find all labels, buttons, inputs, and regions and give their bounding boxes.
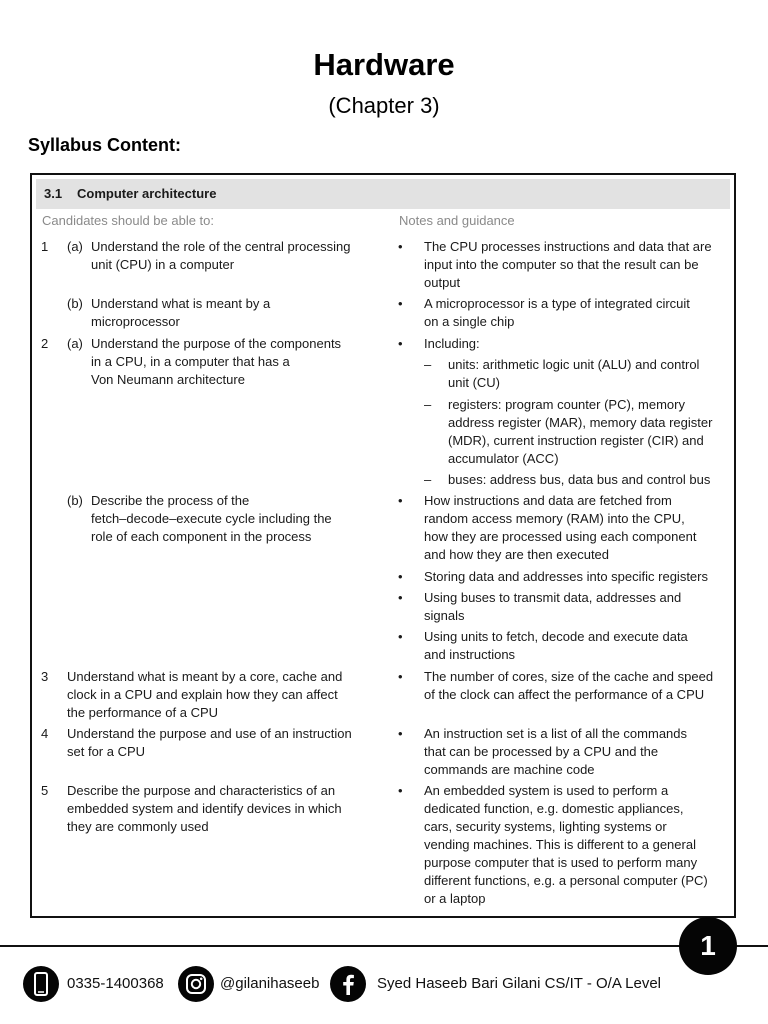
bullet: • bbox=[398, 669, 403, 684]
text-line: (MDR), current instruction register (CIR) and bbox=[448, 433, 704, 448]
text-line: Understand the role of the central processing bbox=[91, 239, 351, 254]
text-line: how they are processed using each component bbox=[424, 529, 697, 544]
guidance-text bbox=[448, 471, 730, 489]
item-part: (b) bbox=[67, 493, 83, 508]
text-line: Using buses to transmit data, addresses and bbox=[424, 590, 682, 605]
guidance-text bbox=[424, 668, 730, 704]
text-line: A microprocessor is a type of integrated circuit bbox=[424, 296, 690, 311]
text-line: embedded system and identify devices in which bbox=[67, 801, 342, 816]
text-line: that can be processed by a CPU and the bbox=[424, 744, 659, 759]
objective-1a bbox=[41, 238, 381, 278]
text-line: units: arithmetic logic unit (ALU) and control bbox=[448, 357, 700, 372]
guidance-sub-registers bbox=[424, 396, 730, 472]
text-line: buses: address bus, data bus and control bus bbox=[448, 472, 711, 487]
text-line: role of each component in the process bbox=[91, 529, 312, 544]
text-line: Von Neumann architecture bbox=[91, 372, 245, 387]
guidance-9 bbox=[398, 725, 728, 783]
footer-phone: 0335-1400368 bbox=[67, 975, 164, 992]
guidance-6 bbox=[398, 589, 728, 629]
bullet: • bbox=[398, 629, 403, 644]
guidance-sub-buses bbox=[424, 471, 730, 491]
guidance-1 bbox=[398, 238, 728, 296]
bullet: • bbox=[398, 783, 403, 798]
section-number: 3.1 bbox=[44, 186, 63, 201]
guidance-text bbox=[424, 238, 730, 292]
item-number: 4 bbox=[41, 726, 49, 741]
text-line: input into the computer so that the result can be bbox=[424, 257, 699, 272]
guidance-text bbox=[448, 356, 730, 392]
facebook-icon bbox=[330, 966, 366, 1002]
item-number: 3 bbox=[41, 669, 49, 684]
bullet: • bbox=[398, 569, 403, 584]
guidance-4 bbox=[398, 492, 728, 568]
dash: – bbox=[424, 357, 432, 372]
text-line: in a CPU, in a computer that has a bbox=[91, 354, 290, 369]
guidance-text bbox=[424, 628, 730, 664]
footer-author: Syed Haseeb Bari Gilani CS/IT - O/A Level bbox=[377, 975, 662, 992]
guidance-text bbox=[424, 589, 730, 625]
phone-icon bbox=[23, 966, 59, 1002]
bullet: • bbox=[398, 336, 403, 351]
text-line: registers: program counter (PC), memory bbox=[448, 397, 685, 412]
guidance-2 bbox=[398, 295, 728, 335]
guidance-text bbox=[424, 492, 730, 564]
text-line: clock in a CPU and explain how they can affect bbox=[67, 687, 338, 702]
guidance-8 bbox=[398, 668, 728, 708]
footer-instagram: @gilanihaseeb bbox=[220, 975, 320, 992]
text-line: unit (CU) bbox=[448, 375, 501, 390]
guidance-10 bbox=[398, 782, 728, 912]
guidance-text bbox=[424, 782, 730, 908]
text-line: address register (MAR), memory data register bbox=[448, 415, 713, 430]
text-line: Including: bbox=[424, 336, 480, 351]
objective-text bbox=[91, 335, 341, 389]
objective-text bbox=[67, 725, 352, 761]
text-line: An embedded system is used to perform a bbox=[424, 783, 669, 798]
syllabus-heading: Syllabus Content: bbox=[28, 135, 182, 155]
bullet: • bbox=[398, 726, 403, 741]
page-number: 1 bbox=[679, 917, 737, 975]
text-line: of the clock can affect the performance of a CPU bbox=[424, 687, 705, 702]
text-line: The CPU processes instructions and data that are bbox=[424, 239, 712, 254]
text-line: commands are machine code bbox=[424, 762, 595, 777]
text-line: How instructions and data are fetched from bbox=[424, 493, 672, 508]
item-number: 2 bbox=[41, 336, 49, 351]
objective-text bbox=[67, 782, 342, 836]
section-header bbox=[36, 179, 730, 209]
dash: – bbox=[424, 472, 432, 487]
text-line: cars, security systems, lighting systems or bbox=[424, 819, 667, 834]
bullet: • bbox=[398, 296, 403, 311]
guidance-sub-units bbox=[424, 356, 730, 396]
text-line: the performance of a CPU bbox=[67, 705, 219, 720]
dash: – bbox=[424, 397, 432, 412]
footer-divider bbox=[0, 945, 768, 947]
guidance-3 bbox=[398, 335, 728, 355]
text-line: Describe the purpose and characteristics of an bbox=[67, 783, 336, 798]
text-line: output bbox=[424, 275, 461, 290]
objective-3 bbox=[41, 668, 381, 726]
objective-text bbox=[91, 492, 332, 546]
text-line: Understand what is meant by a core, cache and bbox=[67, 669, 343, 684]
text-line: signals bbox=[424, 608, 465, 623]
text-line: vending machines. This is different to a general bbox=[424, 837, 696, 852]
objective-1b bbox=[41, 295, 381, 335]
objective-2a bbox=[41, 335, 381, 393]
item-part: (a) bbox=[67, 336, 83, 351]
objective-text bbox=[91, 238, 350, 274]
text-line: different functions, e.g. a personal computer (PC) bbox=[424, 873, 708, 888]
text-line: and how they are then executed bbox=[424, 547, 610, 562]
instagram-icon bbox=[178, 966, 214, 1002]
bullet: • bbox=[398, 239, 403, 254]
text-line: Understand what is meant by a bbox=[91, 296, 271, 311]
text-line: microprocessor bbox=[91, 314, 180, 329]
guidance-text bbox=[424, 568, 730, 586]
text-line: Storing data and addresses into specific registers bbox=[424, 569, 708, 584]
objective-5 bbox=[41, 782, 381, 840]
text-line: An instruction set is a list of all the commands bbox=[424, 726, 688, 741]
text-line: fetch–decode–execute cycle including the bbox=[91, 511, 332, 526]
item-number: 1 bbox=[41, 239, 49, 254]
item-number: 5 bbox=[41, 783, 49, 798]
text-line: accumulator (ACC) bbox=[448, 451, 559, 466]
guidance-text bbox=[424, 295, 730, 331]
page-subtitle: (Chapter 3) bbox=[328, 93, 440, 118]
page-title: Hardware bbox=[313, 47, 455, 82]
guidance-text bbox=[448, 396, 730, 468]
text-line: Understand the purpose of the components bbox=[91, 336, 342, 351]
guidance-7 bbox=[398, 628, 728, 668]
section-name: Computer architecture bbox=[77, 186, 217, 201]
item-part: (a) bbox=[67, 239, 83, 254]
objective-4 bbox=[41, 725, 381, 765]
objective-2b bbox=[41, 492, 381, 550]
bullet: • bbox=[398, 493, 403, 508]
text-line: purpose computer that is used to perform many bbox=[424, 855, 698, 870]
item-part: (b) bbox=[67, 296, 83, 311]
text-line: they are commonly used bbox=[67, 819, 209, 834]
text-line: Using units to fetch, decode and execute data bbox=[424, 629, 688, 644]
guidance-text bbox=[424, 725, 730, 779]
text-line: The number of cores, size of the cache and speed bbox=[424, 669, 714, 684]
guidance-text bbox=[424, 335, 730, 353]
text-line: on a single chip bbox=[424, 314, 515, 329]
text-line: set for a CPU bbox=[67, 744, 146, 759]
text-line: dedicated function, e.g. domestic appliances, bbox=[424, 801, 684, 816]
text-line: random access memory (RAM) into the CPU, bbox=[424, 511, 685, 526]
text-line: Describe the process of the bbox=[91, 493, 250, 508]
text-line: unit (CPU) in a computer bbox=[91, 257, 235, 272]
text-line: and instructions bbox=[424, 647, 516, 662]
guidance-5 bbox=[398, 568, 728, 588]
left-column-header: Candidates should be able to: bbox=[42, 213, 215, 228]
right-column-header: Notes and guidance bbox=[399, 213, 515, 228]
objective-text bbox=[67, 668, 342, 722]
text-line: or a laptop bbox=[424, 891, 486, 906]
objective-text bbox=[91, 295, 270, 331]
text-line: Understand the purpose and use of an instruction bbox=[67, 726, 352, 741]
bullet: • bbox=[398, 590, 403, 605]
